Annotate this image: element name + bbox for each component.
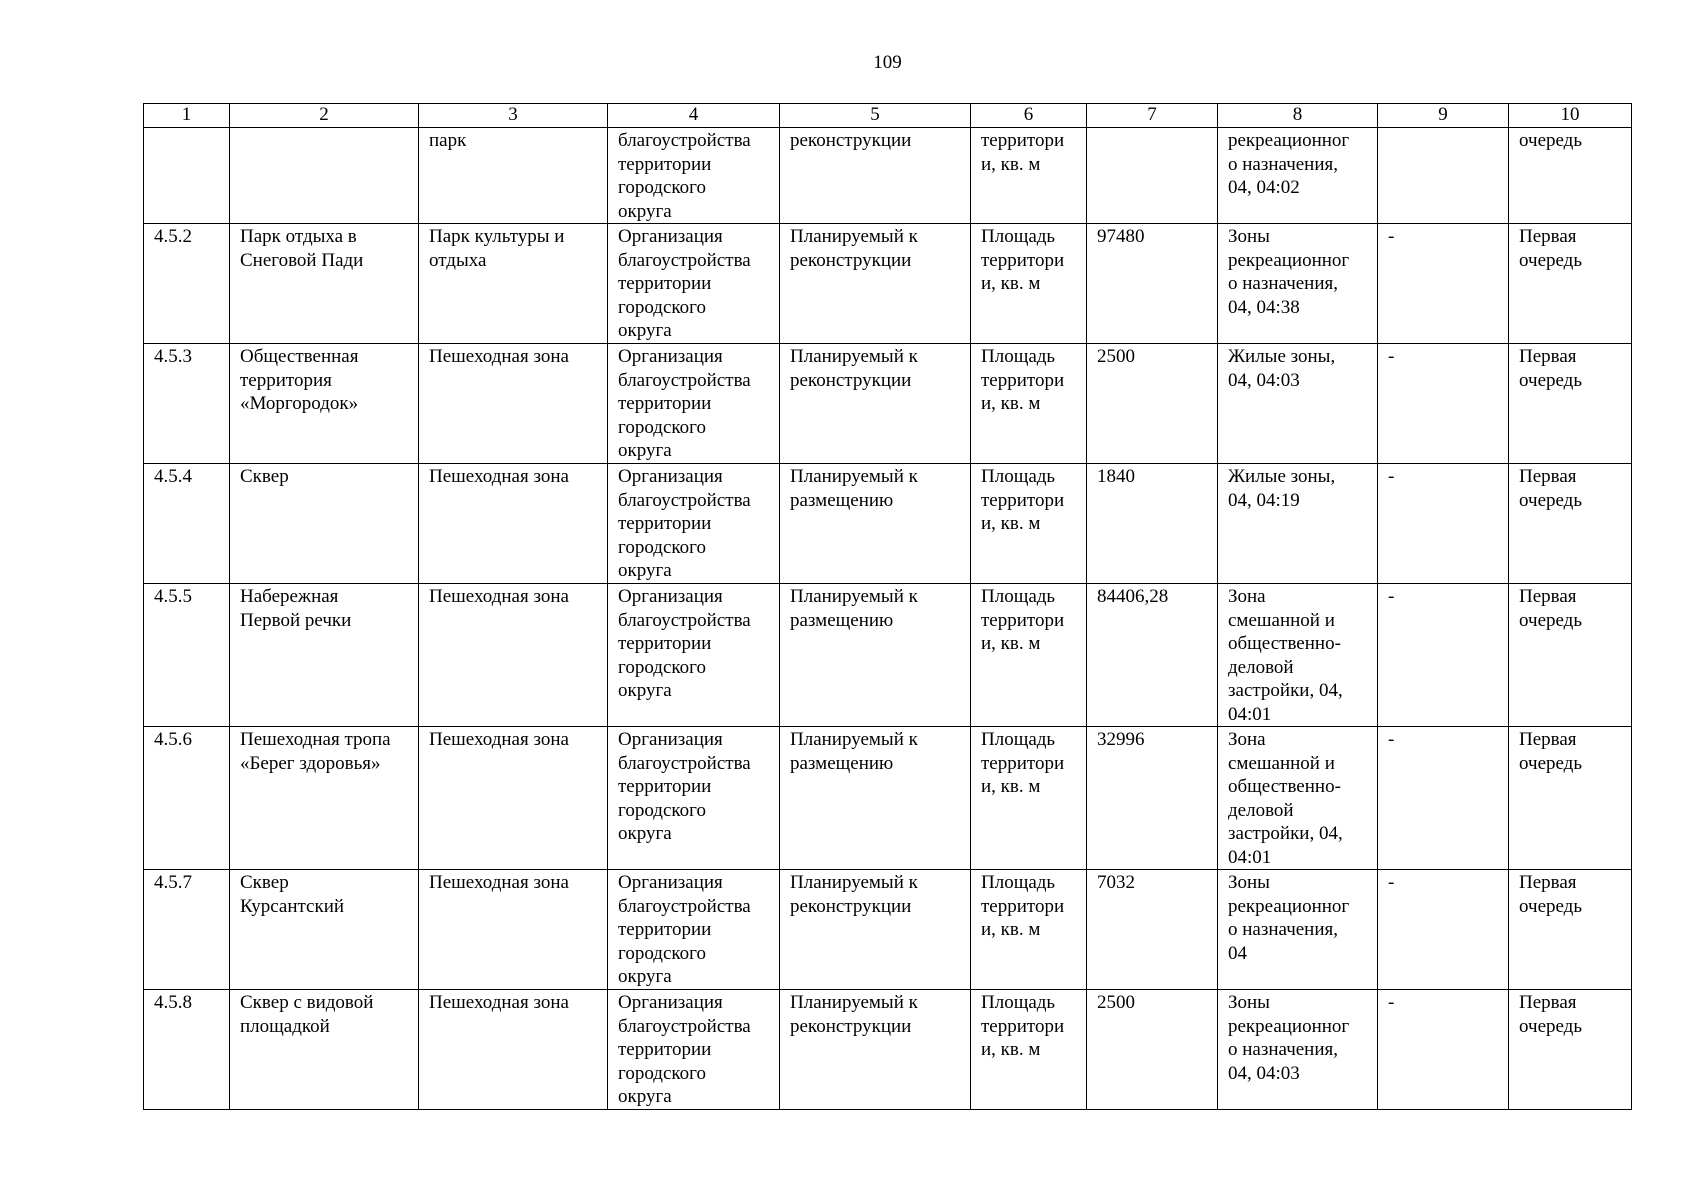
column-header: 10 bbox=[1509, 104, 1632, 128]
table-row bbox=[144, 224, 1632, 344]
table-cell: Планируемый к реконструкции bbox=[780, 990, 971, 1110]
table-cell: Первая очередь bbox=[1509, 464, 1632, 584]
column-header: 3 bbox=[419, 104, 608, 128]
table-cell: Первая очередь bbox=[1509, 870, 1632, 990]
table-cell: 4.5.8 bbox=[144, 990, 230, 1110]
column-header: 6 bbox=[971, 104, 1087, 128]
table-cell: - bbox=[1378, 464, 1509, 584]
table-cell: 2500 bbox=[1087, 990, 1218, 1110]
table-cell: Пешеходная зона bbox=[419, 344, 608, 464]
table-cell: 84406,28 bbox=[1087, 584, 1218, 727]
table-cell bbox=[1378, 128, 1509, 224]
table-cell: - bbox=[1378, 584, 1509, 727]
table-cell: 97480 bbox=[1087, 224, 1218, 344]
table-cell: Площадь территори и, кв. м bbox=[971, 584, 1087, 727]
table-cell: Планируемый к размещению bbox=[780, 584, 971, 727]
table-cell: - bbox=[1378, 990, 1509, 1110]
table-cell: 4.5.5 bbox=[144, 584, 230, 727]
table-cell: Планируемый к реконструкции bbox=[780, 224, 971, 344]
table-cell: Пешеходная зона bbox=[419, 464, 608, 584]
table-cell: - bbox=[1378, 727, 1509, 870]
table-row bbox=[144, 344, 1632, 464]
table-cell: 4.5.3 bbox=[144, 344, 230, 464]
table-cell: Организация благоустройства территории городского округа bbox=[608, 344, 780, 464]
page-number: 109 bbox=[873, 52, 902, 73]
header-row bbox=[144, 104, 1632, 128]
table-cell bbox=[230, 128, 419, 224]
table-cell: 4.5.2 bbox=[144, 224, 230, 344]
table-cell: Пешеходная зона bbox=[419, 870, 608, 990]
table-cell: Планируемый к размещению bbox=[780, 464, 971, 584]
table-cell: - bbox=[1378, 870, 1509, 990]
table-cell: Площадь территори и, кв. м bbox=[971, 990, 1087, 1110]
table-cell: Планируемый к размещению bbox=[780, 727, 971, 870]
table-cell: Организация благоустройства территории городского округа bbox=[608, 870, 780, 990]
table-cell: Пешеходная тропа «Берег здоровья» bbox=[230, 727, 419, 870]
table-cell: Пешеходная зона bbox=[419, 584, 608, 727]
table-cell: Пешеходная зона bbox=[419, 990, 608, 1110]
table-cell: Площадь территори и, кв. м bbox=[971, 727, 1087, 870]
column-header: 2 bbox=[230, 104, 419, 128]
table-cell: Организация благоустройства территории городского округа bbox=[608, 727, 780, 870]
table-cell: Зоны рекреационног о назначения, 04, 04:38 bbox=[1218, 224, 1378, 344]
table-cell: Парк культуры и отдыха bbox=[419, 224, 608, 344]
table-cell: Площадь территори и, кв. м bbox=[971, 464, 1087, 584]
table-cell: очередь bbox=[1509, 128, 1632, 224]
column-header: 1 bbox=[144, 104, 230, 128]
table-cell bbox=[144, 128, 230, 224]
table-cell: Первая очередь bbox=[1509, 224, 1632, 344]
table-cell: территори и, кв. м bbox=[971, 128, 1087, 224]
table-cell: Зона смешанной и общественно- деловой застройки, 04, 04:01 bbox=[1218, 584, 1378, 727]
table-row bbox=[144, 990, 1632, 1110]
table-cell: Жилые зоны, 04, 04:03 bbox=[1218, 344, 1378, 464]
table-cell: 4.5.6 bbox=[144, 727, 230, 870]
table-cell: Пешеходная зона bbox=[419, 727, 608, 870]
table-cell: Сквер с видовой площадкой bbox=[230, 990, 419, 1110]
table-cell: 32996 bbox=[1087, 727, 1218, 870]
table-cell: Первая очередь bbox=[1509, 584, 1632, 727]
table-cell: реконструкции bbox=[780, 128, 971, 224]
table-cell: 7032 bbox=[1087, 870, 1218, 990]
table-row bbox=[144, 584, 1632, 727]
table-cell: - bbox=[1378, 344, 1509, 464]
column-header: 8 bbox=[1218, 104, 1378, 128]
column-header: 5 bbox=[780, 104, 971, 128]
table-cell: рекреационног о назначения, 04, 04:02 bbox=[1218, 128, 1378, 224]
table-row bbox=[144, 128, 1632, 224]
table-cell: Первая очередь bbox=[1509, 727, 1632, 870]
table-cell: Первая очередь bbox=[1509, 344, 1632, 464]
table-cell: Парк отдыха в Снеговой Пади bbox=[230, 224, 419, 344]
table-cell: Зоны рекреационног о назначения, 04, 04:03 bbox=[1218, 990, 1378, 1110]
column-header: 4 bbox=[608, 104, 780, 128]
table-cell: Планируемый к реконструкции bbox=[780, 344, 971, 464]
table-cell: 1840 bbox=[1087, 464, 1218, 584]
table-cell: Жилые зоны, 04, 04:19 bbox=[1218, 464, 1378, 584]
table-cell: Организация благоустройства территории городского округа bbox=[608, 224, 780, 344]
table-cell: Площадь территори и, кв. м bbox=[971, 870, 1087, 990]
table-cell: Организация благоустройства территории городского округа bbox=[608, 990, 780, 1110]
table-cell: благоустройства территории городского округа bbox=[608, 128, 780, 224]
table-cell: Общественная территория «Моргородок» bbox=[230, 344, 419, 464]
table-cell: Площадь территори и, кв. м bbox=[971, 344, 1087, 464]
table-row bbox=[144, 870, 1632, 990]
table-row bbox=[144, 727, 1632, 870]
table-cell: Сквер bbox=[230, 464, 419, 584]
column-header: 7 bbox=[1087, 104, 1218, 128]
table-cell: Сквер Курсантский bbox=[230, 870, 419, 990]
table-cell: 4.5.7 bbox=[144, 870, 230, 990]
table-cell: Зоны рекреационног о назначения, 04 bbox=[1218, 870, 1378, 990]
column-header: 9 bbox=[1378, 104, 1509, 128]
table-cell: 2500 bbox=[1087, 344, 1218, 464]
table-cell: 4.5.4 bbox=[144, 464, 230, 584]
table-cell bbox=[1087, 128, 1218, 224]
table-cell: Организация благоустройства территории городского округа bbox=[608, 464, 780, 584]
data-table bbox=[143, 103, 1632, 1110]
table-cell: Первая очередь bbox=[1509, 990, 1632, 1110]
table-cell: Площадь территори и, кв. м bbox=[971, 224, 1087, 344]
table-cell: Набережная Первой речки bbox=[230, 584, 419, 727]
table-cell: Организация благоустройства территории городского округа bbox=[608, 584, 780, 727]
table-cell: Зона смешанной и общественно- деловой застройки, 04, 04:01 bbox=[1218, 727, 1378, 870]
table-cell: парк bbox=[419, 128, 608, 224]
table-cell: Планируемый к реконструкции bbox=[780, 870, 971, 990]
table-cell: - bbox=[1378, 224, 1509, 344]
table-row bbox=[144, 464, 1632, 584]
